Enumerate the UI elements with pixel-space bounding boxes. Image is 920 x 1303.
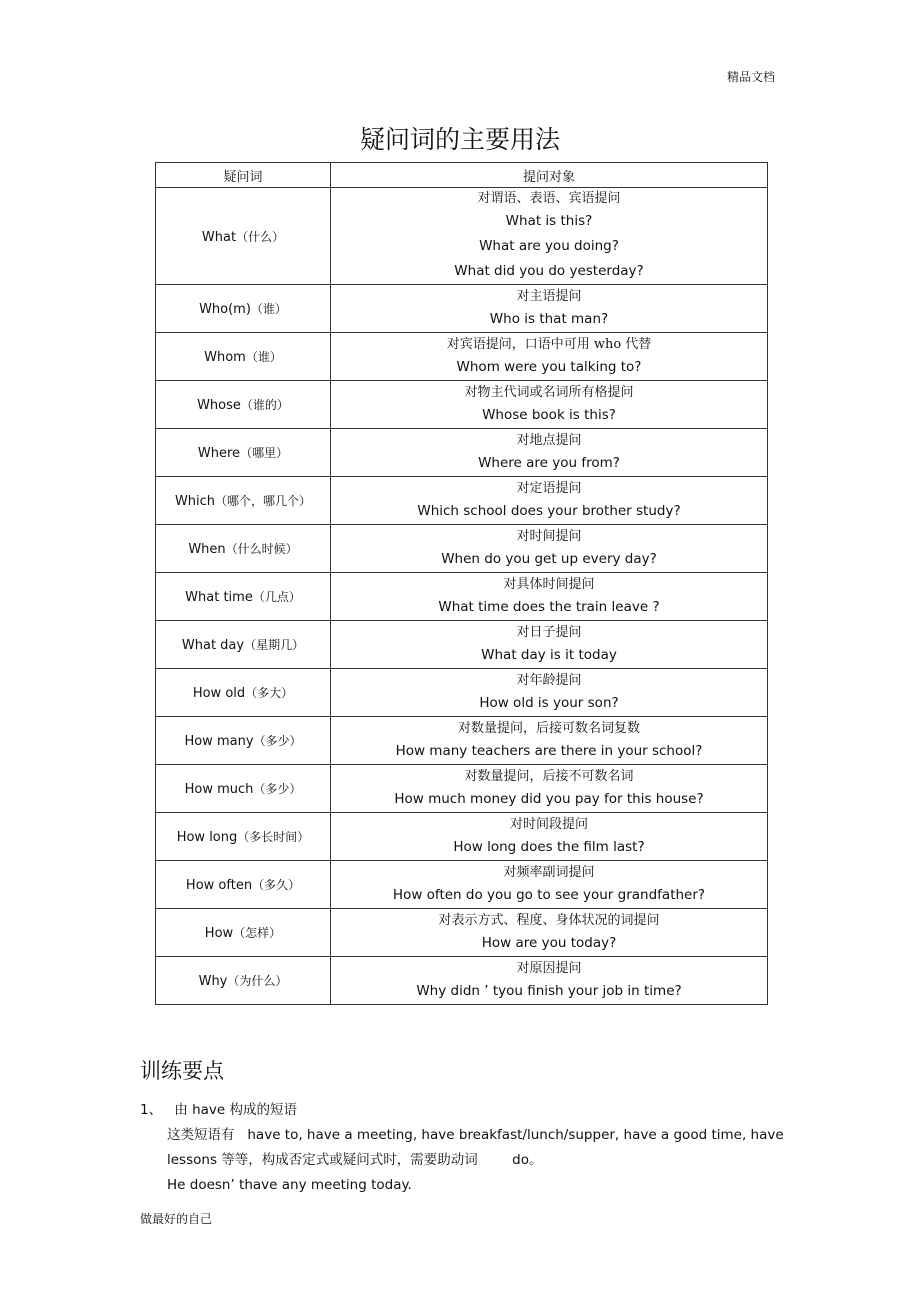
example-sentence: Who is that man? — [489, 310, 609, 327]
question-word-cell — [156, 285, 331, 333]
question-target-desc: 对时间段提问 — [509, 816, 588, 832]
question-word-meaning: （哪个，哪几个） — [215, 494, 312, 508]
example-sentence: How often do you go to see your grandfather? — [392, 886, 706, 903]
question-target-desc: 对频率副词提问 — [503, 864, 595, 880]
question-word-cell — [156, 188, 331, 285]
footer-note: 做最好的自己 — [140, 1212, 213, 1226]
question-word-meaning: （谁的） — [240, 398, 289, 412]
question-target-desc: 对谓语、表语、宾语提问 — [477, 191, 621, 206]
question-target-desc: 对宾语提问，口语中可用 who 代替 — [446, 336, 652, 352]
table-row — [156, 621, 768, 669]
point-example: He doesn’ thave any meeting today. — [167, 1177, 412, 1193]
question-word-meaning: （多久） — [252, 878, 301, 892]
table-row — [156, 813, 768, 861]
question-target-cell — [331, 381, 768, 429]
question-word-meaning: （多长时间） — [237, 830, 310, 844]
question-word: When — [188, 542, 226, 557]
question-word-cell — [156, 669, 331, 717]
section-title: 训练要点 — [140, 1059, 224, 1083]
question-target-cell — [331, 621, 768, 669]
question-target-cell — [331, 861, 768, 909]
example-sentence: What day is it today — [481, 646, 617, 663]
question-word-cell — [156, 621, 331, 669]
question-word: Who(m) — [199, 302, 251, 317]
point-line-1 — [167, 1123, 784, 1148]
table-row — [156, 525, 768, 573]
question-word-meaning: （几点） — [252, 590, 301, 604]
question-word-meaning: （什么时候） — [225, 542, 298, 556]
point-heading-pre: 由 — [174, 1102, 188, 1118]
question-word: How old — [192, 686, 246, 701]
table-row — [156, 188, 768, 285]
question-target-cell — [331, 957, 768, 1005]
question-word: What — [201, 229, 237, 245]
example-sentence: How old is your son? — [479, 694, 619, 711]
question-word-cell — [156, 765, 331, 813]
table-row — [156, 861, 768, 909]
table-row — [156, 333, 768, 381]
training-point-1 — [140, 1098, 784, 1198]
point-heading-post: 构成的短语 — [229, 1102, 298, 1118]
question-target-desc: 对数量提问，后接不可数名词 — [464, 768, 634, 784]
question-word-cell — [156, 909, 331, 957]
question-word-cell — [156, 957, 331, 1005]
example-sentence: When do you get up every day? — [441, 550, 657, 567]
question-word-meaning: （什么） — [236, 229, 285, 244]
question-word-meaning: （多少） — [253, 782, 302, 796]
question-target-desc: 对数量提问，后接可数名词复数 — [457, 720, 640, 736]
table-row — [156, 573, 768, 621]
question-target-desc: 对日子提问 — [516, 624, 582, 640]
point-line-2 — [167, 1148, 784, 1173]
question-word-meaning: （多大） — [245, 686, 294, 700]
question-word-meaning: （谁） — [250, 302, 287, 316]
question-target-cell — [331, 573, 768, 621]
table-row — [156, 381, 768, 429]
question-word-cell — [156, 477, 331, 525]
example-sentence: What time does the train leave ? — [438, 598, 660, 615]
question-word: How much — [184, 782, 254, 797]
question-word-meaning: （哪里） — [240, 446, 289, 460]
table-row — [156, 717, 768, 765]
question-word-cell — [156, 429, 331, 477]
question-word-cell — [156, 333, 331, 381]
table-row — [156, 957, 768, 1005]
question-word: Where — [197, 446, 241, 461]
question-word-table — [155, 162, 768, 1005]
table-row — [156, 285, 768, 333]
question-target-desc: 对定语提问 — [516, 480, 582, 496]
question-word-meaning: （怎样） — [233, 926, 282, 940]
question-word-cell — [156, 573, 331, 621]
question-target-desc: 对物主代词或名词所有格提问 — [464, 384, 634, 400]
question-target-cell — [331, 188, 768, 285]
column-header-target: 提问对象 — [331, 163, 768, 188]
question-target-cell — [331, 477, 768, 525]
header-note: 精品文档 — [727, 70, 776, 84]
point-heading-en: have — [192, 1102, 226, 1118]
question-word: Whose — [197, 398, 241, 413]
question-word-cell — [156, 525, 331, 573]
question-word: How many — [184, 734, 254, 749]
point-line-2-en2: do。 — [512, 1152, 543, 1168]
question-target-cell — [331, 333, 768, 381]
question-target-cell — [331, 669, 768, 717]
example-sentence: What did you do yesterday? — [454, 263, 644, 279]
point-line-2-zh: 等等，构成否定式或疑问式时，需要助动词 — [221, 1152, 478, 1168]
question-word: How long — [176, 830, 238, 845]
question-word-cell — [156, 861, 331, 909]
question-word: Why — [198, 974, 228, 989]
question-word: What day — [181, 638, 245, 653]
table-row — [156, 669, 768, 717]
question-target-cell — [331, 525, 768, 573]
table-row — [156, 477, 768, 525]
question-target-desc: 对时间提问 — [516, 528, 582, 544]
table-header-row — [156, 163, 768, 188]
example-sentence: Why didn ’ tyou finish your job in time? — [416, 982, 682, 999]
example-sentence: Which school does your brother study? — [417, 502, 681, 519]
question-word-cell — [156, 381, 331, 429]
example-sentence: How much money did you pay for this house? — [394, 790, 704, 807]
question-word: Whom — [204, 350, 246, 365]
column-header-word: 疑问词 — [156, 163, 331, 188]
question-word-meaning: （多少） — [253, 734, 302, 748]
point-line-1-en: have to, have a meeting, have breakfast/lunch/supper, have a good time, have — [247, 1127, 784, 1143]
point-heading — [140, 1098, 784, 1123]
example-sentence: How long does the film last? — [453, 838, 645, 855]
example-sentence: Whom were you talking to? — [456, 358, 642, 375]
question-target-cell — [331, 429, 768, 477]
question-word-meaning: （为什么） — [227, 974, 288, 988]
question-word: What time — [185, 590, 253, 605]
question-target-desc: 对主语提问 — [516, 288, 582, 304]
table-body — [156, 188, 768, 1005]
question-target-desc: 对表示方式、程度、身体状况的词提问 — [438, 912, 660, 928]
example-sentence: How many teachers are there in your school? — [395, 742, 703, 759]
example-sentence: How are you today? — [481, 934, 617, 951]
table-row — [156, 909, 768, 957]
question-target-cell — [331, 717, 768, 765]
question-target-cell — [331, 285, 768, 333]
example-sentence: What are you doing? — [479, 238, 619, 254]
table-row — [156, 429, 768, 477]
point-line-1-zh: 这类短语有 — [167, 1127, 235, 1143]
example-sentence: Where are you from? — [478, 454, 620, 471]
question-target-desc: 对具体时间提问 — [503, 576, 595, 592]
example-sentence: What is this? — [505, 213, 593, 229]
page-title: 疑问词的主要用法 — [359, 125, 560, 154]
example-sentence: Whose book is this? — [482, 406, 616, 423]
point-body — [140, 1123, 784, 1198]
question-target-desc: 对地点提问 — [516, 432, 582, 448]
point-line-2-en: lessons — [167, 1152, 217, 1168]
question-word: How often — [185, 878, 253, 893]
question-target-cell — [331, 813, 768, 861]
question-word-meaning: （谁） — [245, 350, 282, 364]
question-target-desc: 对年龄提问 — [516, 672, 582, 688]
point-number: 1、 — [140, 1102, 163, 1118]
question-target-desc: 对原因提问 — [516, 960, 582, 976]
question-word-cell — [156, 813, 331, 861]
question-target-cell — [331, 909, 768, 957]
question-word: How — [204, 926, 234, 941]
question-word-meaning: （星期几） — [244, 638, 305, 652]
question-target-cell — [331, 765, 768, 813]
table-row — [156, 765, 768, 813]
question-word: Which — [174, 494, 216, 509]
question-word-cell — [156, 717, 331, 765]
